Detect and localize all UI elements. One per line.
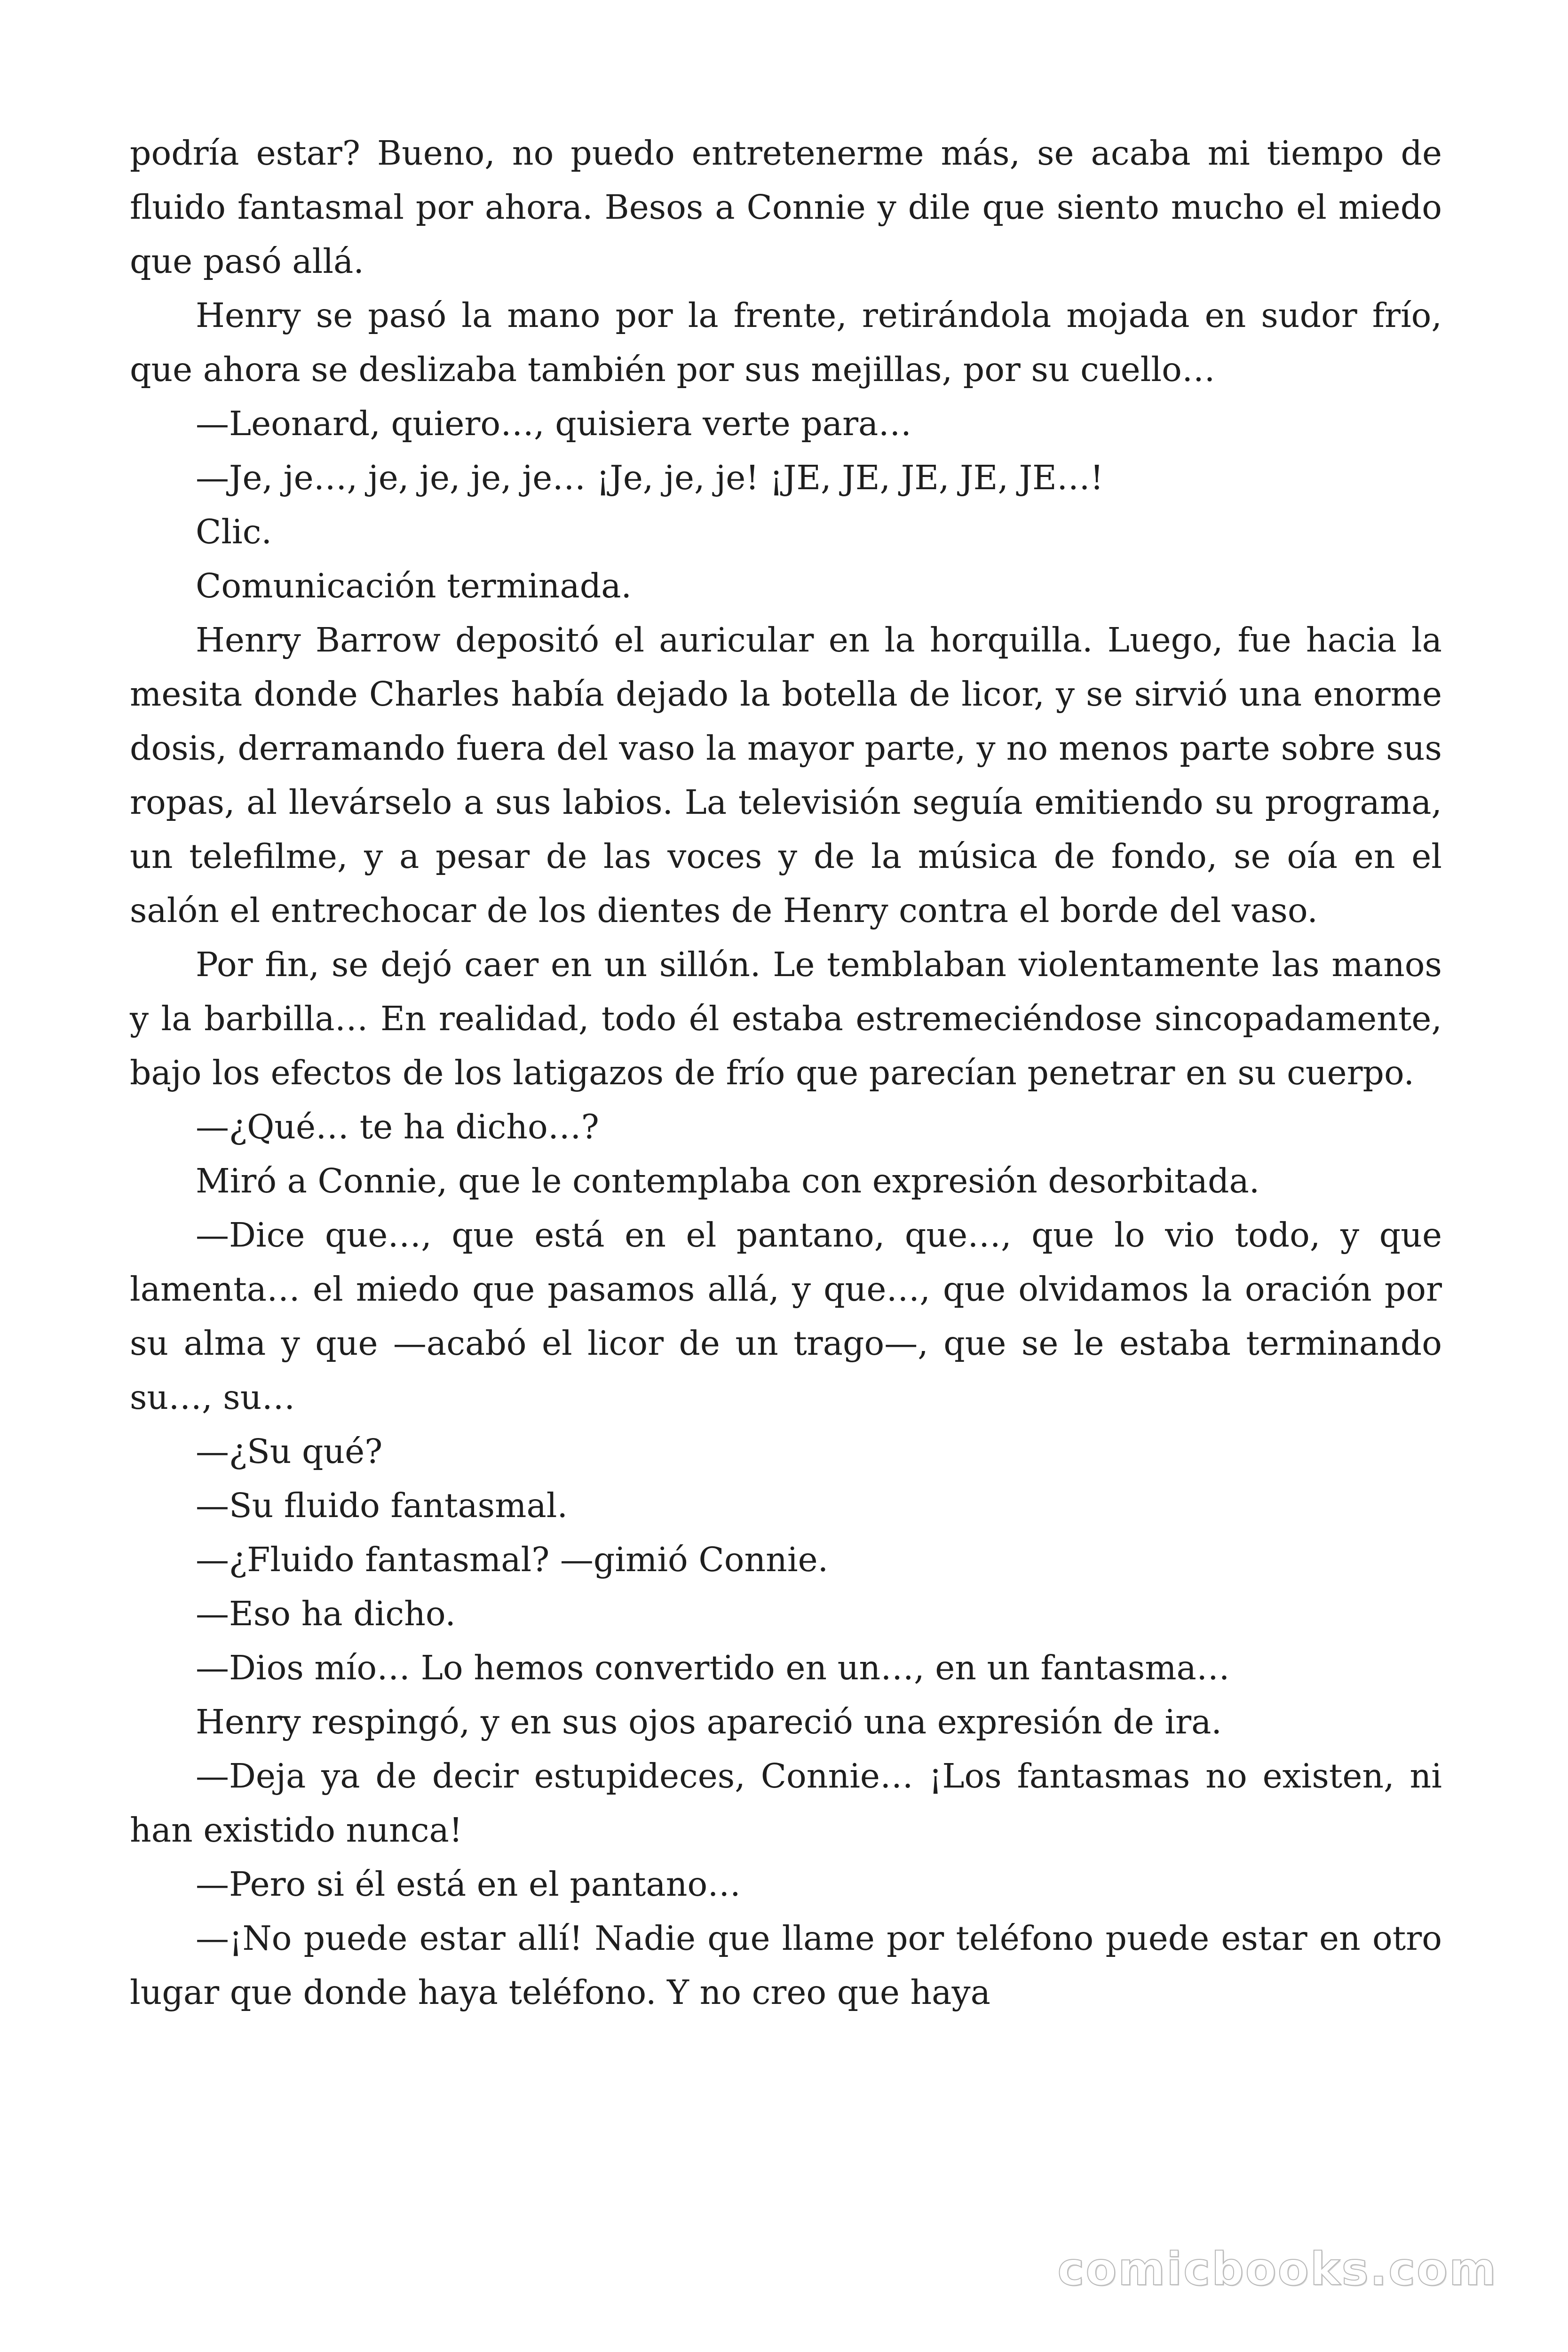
- book-page-text: [130, 126, 1442, 2019]
- paragraph: Henry se pasó la mano por la frente, retirándola mojada en sudor frío, que ahora se deslizaba también por sus mejillas, por su cuello…: [130, 296, 1442, 389]
- paragraph: Miró a Connie, que le contemplaba con expresión desorbitada.: [196, 1161, 1260, 1200]
- paragraph: —¿Su qué?: [196, 1432, 383, 1471]
- paragraph: —Je, je…, je, je, je, je… ¡Je, je, je! ¡JE, JE, JE, JE, JE…!: [196, 458, 1104, 497]
- paragraph: Henry Barrow depositó el auricular en la horquilla. Luego, fue hacia la mesita donde Charles había dejado la botella de licor, y se sirvió una enorme dosis, derramando fuera del vaso la mayor parte, y no menos parte sobre sus ropas, al llevárselo a sus labios. La televisión seguía emitiendo su programa, un telefilme, y a pesar de las voces y de la música de fondo, se oía en el salón el entrechocar de los dientes de Henry contra el borde del vaso.: [130, 620, 1442, 930]
- paragraph: —Deja ya de decir estupideces, Connie… ¡Los fantasmas no existen, ni han existido nunca!: [130, 1756, 1442, 1850]
- paragraph: Henry respingó, y en sus ojos apareció una expresión de ira.: [196, 1702, 1222, 1741]
- paragraph: —Leonard, quiero…, quisiera verte para…: [196, 404, 912, 443]
- paragraph: —Su fluido fantasmal.: [196, 1486, 568, 1525]
- paragraph: —Pero si él está en el pantano…: [196, 1865, 741, 1904]
- paragraph: Comunicación terminada.: [196, 566, 632, 605]
- paragraph: —¡No puede estar allí! Nadie que llame por teléfono puede estar en otro lugar que donde haya teléfono. Y no creo que haya: [130, 1919, 1442, 2012]
- paragraph: Clic.: [196, 512, 272, 551]
- paragraph: —Dios mío… Lo hemos convertido en un…, en un fantasma…: [196, 1648, 1230, 1687]
- paragraph: —¿Qué… te ha dicho…?: [196, 1107, 599, 1146]
- paragraph: —Dice que…, que está en el pantano, que…, que lo vio todo, y que lamenta… el miedo que pasamos allá, y que…, que olvidamos la oración por su alma y que —acabó el licor de un trago—, que se le estaba terminando su…, su…: [130, 1216, 1442, 1417]
- paragraph: podría estar? Bueno, no puedo entretenerme más, se acaba mi tiempo de fluido fantasmal por ahora. Besos a Connie y dile que siento mucho el miedo que pasó allá.: [130, 134, 1442, 281]
- site-watermark: comicbooks.com: [1057, 2243, 1497, 2296]
- paragraph: —¿Fluido fantasmal? —gimió Connie.: [196, 1540, 829, 1579]
- paragraph: —Eso ha dicho.: [196, 1594, 456, 1633]
- paragraph: Por fin, se dejó caer en un sillón. Le temblaban violentamente las manos y la barbilla… En realidad, todo él estaba estremeciéndose sincopadamente, bajo los efectos de los latigazos de frío que parecían penetrar en su cuerpo.: [130, 945, 1442, 1092]
